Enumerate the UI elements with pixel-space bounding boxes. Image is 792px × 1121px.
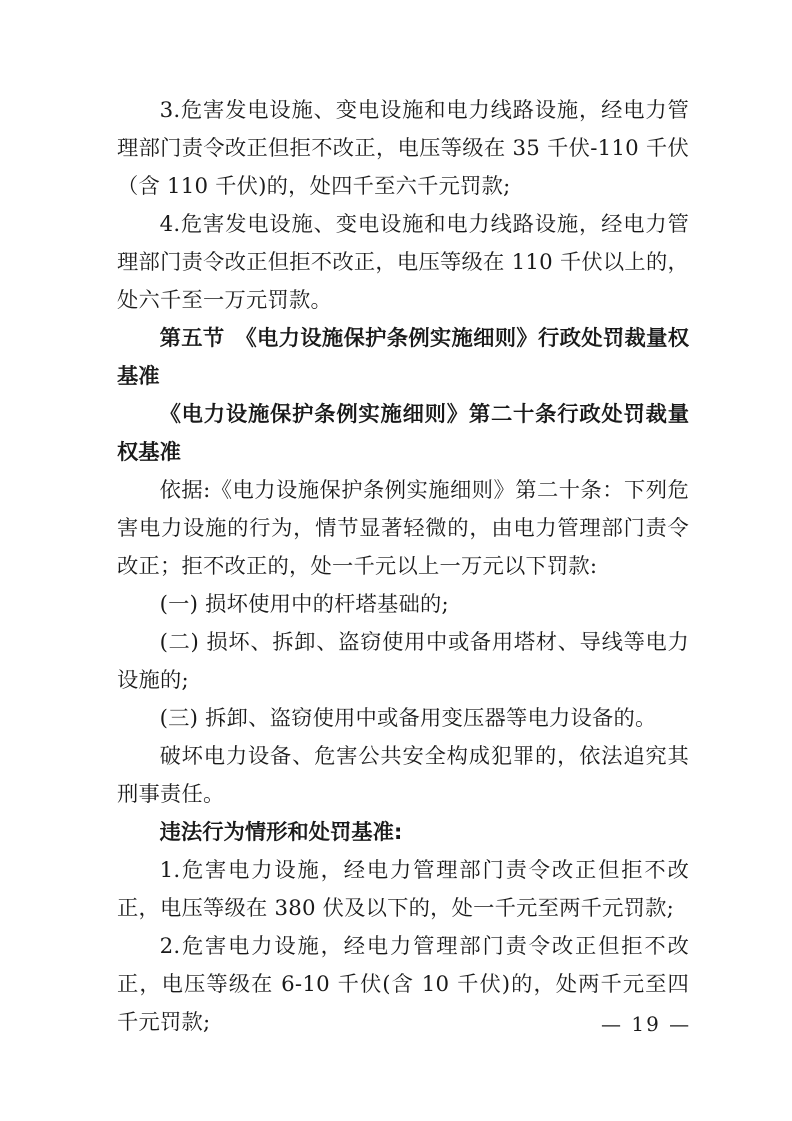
- list-item-1: (一) 损坏使用中的杆塔基础的;: [159, 592, 449, 617]
- page-number: — 19 —: [601, 1012, 692, 1036]
- paragraph-penalty-item-4: 4.危害发电设施、变电设施和电力线路设施，经电力管理部门责令改正但拒不改正，电压等级在 110 千伏以上的，处六千至一万元罚款。: [117, 212, 689, 313]
- list-item-2: (二) 损坏、拆卸、盗窃使用中或备用塔材、导线等电力设施的;: [117, 630, 689, 693]
- paragraph-criteria-item-2: 2.危害电力设施，经电力管理部门责令改正但拒不改正，电压等级在 6-10 千伏(含 10 千伏)的，处两千元至四千元罚款;: [117, 934, 689, 1035]
- penalty-criteria-heading: 违法行为情形和处罚基准:: [159, 820, 403, 845]
- paragraph-criminal-liability: 破坏电力设备、危害公共安全构成犯罪的，依法追究其刑事责任。: [117, 744, 689, 807]
- section-heading: 第五节 《电力设施保护条例实施细则》行政处罚裁量权基准: [117, 326, 689, 389]
- list-item-3: (三) 拆卸、盗窃使用中或备用变压器等电力设备的。: [159, 706, 657, 731]
- paragraph-penalty-item-3: 3.危害发电设施、变电设施和电力线路设施，经电力管理部门责令改正但拒不改正，电压等级在 35 千伏-110 千伏（含 110 千伏)的，处四千至六千元罚款;: [117, 98, 689, 199]
- page-content: [117, 92, 692, 1042]
- paragraph-criteria-item-1: 1.危害电力设施，经电力管理部门责令改正但拒不改正，电压等级在 380 伏及以下的，处一千元至两千元罚款;: [117, 858, 689, 921]
- subsection-heading: 《电力设施保护条例实施细则》第二十条行政处罚裁量权基准: [117, 402, 689, 465]
- paragraph-legal-basis: 依据:《电力设施保护条例实施细则》第二十条：下列危害电力设施的行为，情节显著轻微的，由电力管理部门责令改正；拒不改正的，处一千元以上一万元以下罚款:: [117, 478, 689, 579]
